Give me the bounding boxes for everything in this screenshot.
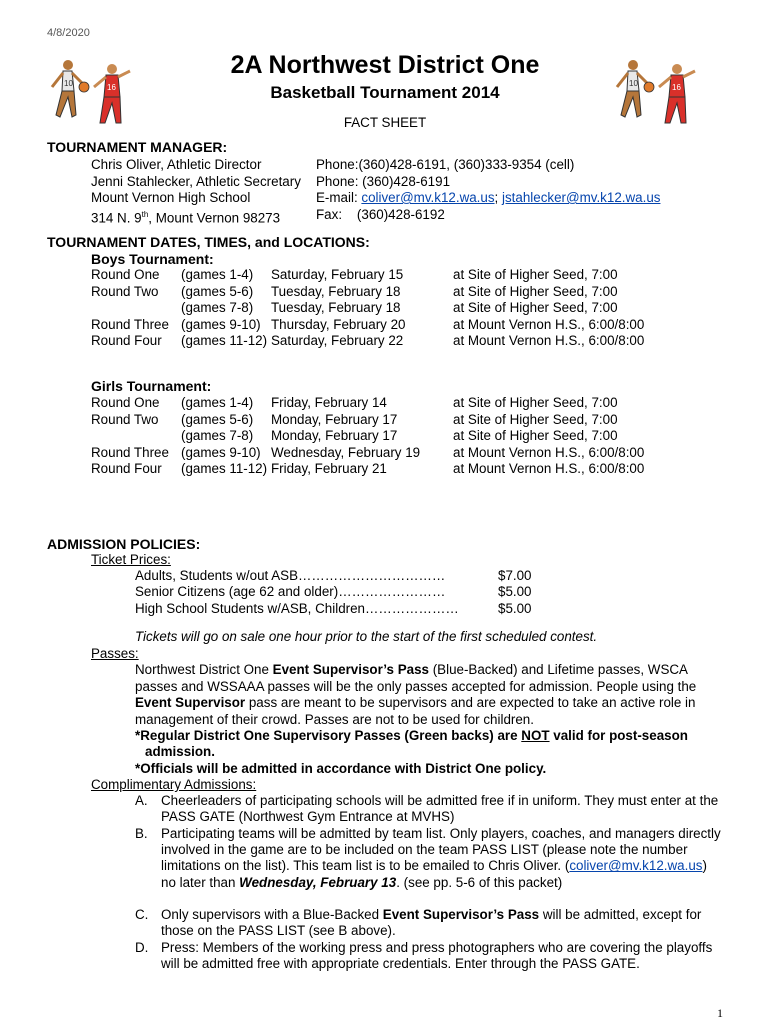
schedule-games: (games 1-4) xyxy=(181,267,254,282)
schedule-games: (games 7-8) xyxy=(181,428,254,443)
schedule-day: Tuesday, February 18 xyxy=(271,284,401,299)
passes-note-green: *Regular District One Supervisory Passes (Green backs) are NOT valid for post-season xyxy=(135,728,688,743)
manager-heading: TOURNAMENT MANAGER: xyxy=(47,139,228,155)
schedule-round: Round Three xyxy=(91,317,169,332)
schedule-day: Monday, February 17 xyxy=(271,428,398,443)
schedule-round: Round Four xyxy=(91,461,162,476)
schedule-games: (games 5-6) xyxy=(181,284,254,299)
schedule-site: at Mount Vernon H.S., 6:00/8:00 xyxy=(453,461,645,476)
schedule-round: Round Four xyxy=(91,333,162,348)
schedule-site: at Mount Vernon H.S., 6:00/8:00 xyxy=(453,317,645,332)
schedule-day: Friday, February 21 xyxy=(271,461,387,476)
ticket-prices-heading: Ticket Prices: xyxy=(91,552,171,567)
email-link-oliver[interactable]: coliver@mv.k12.wa.us xyxy=(361,190,495,205)
schedule-site: at Site of Higher Seed, 7:00 xyxy=(453,284,618,299)
girls-heading: Girls Tournament: xyxy=(91,378,212,394)
schedule-site: at Site of Higher Seed, 7:00 xyxy=(453,300,618,315)
ticket-label: High School Students w/ASB, Children………………… xyxy=(135,601,459,616)
schedule-games: (games 9-10) xyxy=(181,317,261,332)
svg-text:10: 10 xyxy=(629,79,638,88)
list-item: C. Only supervisors with a Blue-Backed Event Supervisor’s Pass will be admitted, except for those on the PASS LIST (see B above). xyxy=(135,907,702,939)
schedule-round: Round One xyxy=(91,267,160,282)
schedule-games: (games 5-6) xyxy=(181,412,254,427)
passes-paragraph: Northwest District One Event Supervisor’s Pass (Blue-Backed) and Lifetime passes, WSCA passes and WSSAAA passes will be the only passes accepted for admission. People using the Event Supervisor pass are meant to be supervisors and are expected to take an active role in management of their crowd. Passes are not to be used for children. xyxy=(135,662,697,727)
passes-heading: Passes: xyxy=(91,646,139,661)
school-address: 314 N. 9th, Mount Vernon 98273 xyxy=(91,210,281,226)
phone-line-1: Phone:(360)428-6191, (360)333-9354 (cell) xyxy=(316,157,575,172)
ticket-price: $7.00 xyxy=(498,568,532,583)
schedule-day: Monday, February 17 xyxy=(271,412,398,427)
fax-line: Fax: (360)428-6192 xyxy=(316,207,445,222)
ticket-label: Adults, Students w/out ASB…………………………… xyxy=(135,568,446,583)
fact-sheet-label: FACT SHEET xyxy=(343,115,427,130)
svg-text:10: 10 xyxy=(64,79,73,88)
schedule-games: (games 7-8) xyxy=(181,300,254,315)
schedule-round: Round One xyxy=(91,395,160,410)
ticket-label: Senior Citizens (age 62 and older)…………………… xyxy=(135,584,446,599)
list-item: A. Cheerleaders of participating schools will be admitted free if in uniform. They must enter at the PASS GATE (Northwest Gym Entrance at MVHS) xyxy=(135,793,719,825)
email-link-oliver[interactable]: coliver@mv.k12.wa.us xyxy=(569,858,703,874)
schedule-site: at Site of Higher Seed, 7:00 xyxy=(453,267,618,282)
schedule-day: Saturday, February 15 xyxy=(271,267,404,282)
svg-text:16: 16 xyxy=(107,83,116,92)
list-item: D. Press: Members of the working press and press photographers who are covering the playoffs will be admitted free with appropriate credentials. Enter through the PASS GATE. xyxy=(135,940,713,972)
schedule-games: (games 9-10) xyxy=(181,445,261,460)
schedule-games: (games 11-12) xyxy=(181,333,268,348)
email-line: E-mail: coliver@mv.k12.wa.us; jstahlecker@mv.k12.wa.us xyxy=(316,190,661,205)
schedule-site: at Site of Higher Seed, 7:00 xyxy=(453,428,618,443)
schedule-day: Wednesday, February 19 xyxy=(271,445,421,460)
schedule-round: Round Two xyxy=(91,412,159,427)
schedule-site: at Site of Higher Seed, 7:00 xyxy=(453,395,618,410)
ticket-price: $5.00 xyxy=(498,601,532,616)
school-name: Mount Vernon High School xyxy=(91,190,251,205)
passes-note-green-cont: admission. xyxy=(145,744,215,759)
schedule-games: (games 1-4) xyxy=(181,395,254,410)
schedule-site: at Site of Higher Seed, 7:00 xyxy=(453,412,618,427)
schedule-day: Tuesday, February 18 xyxy=(271,300,401,315)
boys-heading: Boys Tournament: xyxy=(91,251,214,267)
print-date: 4/8/2020 xyxy=(47,27,90,39)
passes-note-officials: *Officials will be admitted in accordance with District One policy. xyxy=(135,761,547,776)
list-item: B. Participating teams will be admitted by team list. Only players, coaches, and managers directly involved in the game are to be included on the team PASS LIST (please note the number limitations on the list). This team list is to be emailed to Chris Oliver. (coliver@mv.k12.wa.us) no later than Wednesday, February 13. (see pp. 5-6 of this packet) xyxy=(135,826,721,890)
email-link-stahlecker[interactable]: jstahlecker@mv.k12.wa.us xyxy=(502,190,661,205)
page-number: 1 xyxy=(717,1006,723,1020)
dates-heading: TOURNAMENT DATES, TIMES, and LOCATIONS: xyxy=(47,234,370,250)
ticket-note: Tickets will go on sale one hour prior to the start of the first scheduled contest. xyxy=(135,629,598,644)
schedule-site: at Mount Vernon H.S., 6:00/8:00 xyxy=(453,333,645,348)
schedule-games: (games 11-12) xyxy=(181,461,268,476)
schedule-round: Round Two xyxy=(91,284,159,299)
schedule-site: at Mount Vernon H.S., 6:00/8:00 xyxy=(453,445,645,460)
manager-name: Chris Oliver, Athletic Director xyxy=(91,157,262,172)
schedule-day: Thursday, February 20 xyxy=(271,317,406,332)
secretary-name: Jenni Stahlecker, Athletic Secretary xyxy=(91,174,301,189)
comp-heading: Complimentary Admissions: xyxy=(91,777,257,792)
admission-heading: ADMISSION POLICIES: xyxy=(47,536,201,552)
page-title: 2A Northwest District One xyxy=(230,51,540,79)
schedule-day: Saturday, February 22 xyxy=(271,333,404,348)
ticket-price: $5.00 xyxy=(498,584,532,599)
schedule-round: Round Three xyxy=(91,445,169,460)
page-subtitle: Basketball Tournament 2014 xyxy=(270,83,500,102)
schedule-day: Friday, February 14 xyxy=(271,395,387,410)
svg-text:16: 16 xyxy=(672,83,681,92)
phone-line-2: Phone: (360)428-6191 xyxy=(316,174,451,189)
